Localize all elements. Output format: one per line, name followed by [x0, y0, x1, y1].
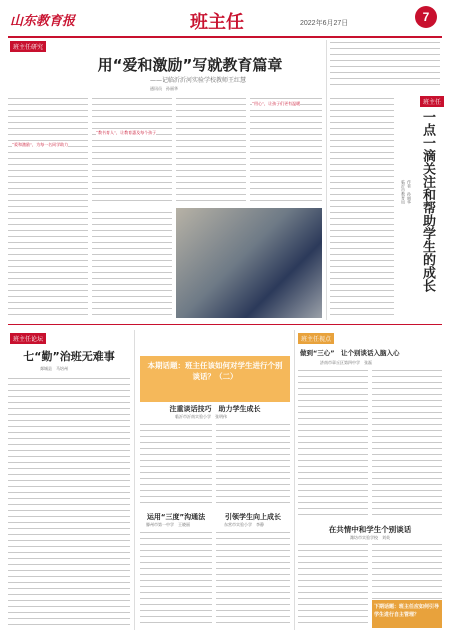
- top-article-column-3: [176, 96, 246, 206]
- sidebar-article-byline: 作者 孙丽华: [407, 180, 412, 204]
- right-top-article-title: 做到“三心” 让个别谈话入脑入心: [300, 349, 400, 357]
- right-column-divider: [294, 330, 295, 630]
- top-article-column-4: [250, 96, 322, 206]
- right-top-article-col-2: [372, 368, 442, 518]
- left-column-divider: [134, 330, 135, 630]
- sidebar-article-tag: 班主任: [420, 96, 444, 107]
- top-article-byline: 通讯员 孙丽华: [150, 86, 178, 91]
- top-article-subhead-2: “用心”，让孩子们更有温暖: [252, 101, 301, 106]
- left-article-tag: 班主任论坛: [10, 333, 46, 344]
- newspaper-logo: 山东教育报: [10, 14, 76, 29]
- feature-article-2-title: 运用“三度”沟通法: [146, 513, 206, 521]
- feature-article-1-col-2: [216, 422, 290, 508]
- issue-date: 2022年6月27日: [300, 20, 349, 27]
- feature-article-3-byline: 东营市实验小学 李静: [224, 522, 264, 527]
- sidebar-article-text: [330, 96, 394, 318]
- feature-title: 本期话题：班主任该如何对学生进行个别谈话？（二）: [147, 361, 283, 381]
- sidebar-article-title: 一点一滴关注和帮助学生的成长: [420, 110, 435, 292]
- section-title: 班主任: [190, 12, 244, 33]
- right-mid-article-byline: 潍坊市实验学校 刘英: [350, 535, 390, 540]
- feature-article-1-title: 注重谈话技巧 助力学生成长: [169, 405, 261, 413]
- top-article-subtitle: ——记临沂沂河实验学校教师王红慧: [150, 77, 247, 84]
- left-article-byline: 郯城县 马培州: [40, 366, 68, 371]
- top-article-column-1: [8, 96, 88, 318]
- sidebar-intro-text: [330, 40, 440, 90]
- top-article-title: 用“爱和激励”写就教育篇章: [97, 56, 283, 74]
- top-article-subhead-3: “教书育人”，让教育惠及每个孩子: [96, 130, 157, 135]
- page-number: 7: [415, 6, 437, 28]
- top-article-photo: [176, 208, 322, 318]
- left-article-text: [8, 376, 130, 628]
- feature-article-3-title: 引领学生向上成长: [225, 513, 281, 521]
- right-top-article-tag: 班主任视点: [298, 333, 334, 344]
- left-article-title: 七“勤”治班无难事: [23, 350, 115, 363]
- section-divider: [8, 324, 442, 325]
- feature-article-1-col-1: [140, 422, 212, 508]
- top-article-tag: 班主任研究: [10, 41, 46, 52]
- right-mid-article-col-2: [372, 542, 442, 600]
- top-article-column-2: [92, 96, 172, 206]
- top-article-column-5: [92, 210, 172, 318]
- right-top-article-byline: 济南市章丘区第四中学 张磊: [320, 360, 372, 365]
- sidebar-article-byline-2: 临沂市教育局: [401, 180, 406, 204]
- top-article-subhead-1: “爱和激励”，为每一名同学助力: [12, 142, 69, 147]
- right-mid-article-title: 在共情中和学生个别谈话: [328, 525, 412, 534]
- column-divider: [326, 40, 327, 320]
- right-mid-article-col-1: [298, 542, 368, 628]
- feature-article-3-text: [216, 530, 290, 628]
- feature-article-1-byline: 临沂市沂南实验小学 张明伟: [175, 414, 227, 419]
- right-top-article-col-1: [298, 368, 368, 518]
- next-topic-text: 下期话题：班主任应如何引导学生进行自主管理？: [374, 604, 440, 618]
- feature-article-2-byline: 滕州市第一中学 王晓丽: [146, 522, 190, 527]
- feature-article-2-text: [140, 530, 212, 628]
